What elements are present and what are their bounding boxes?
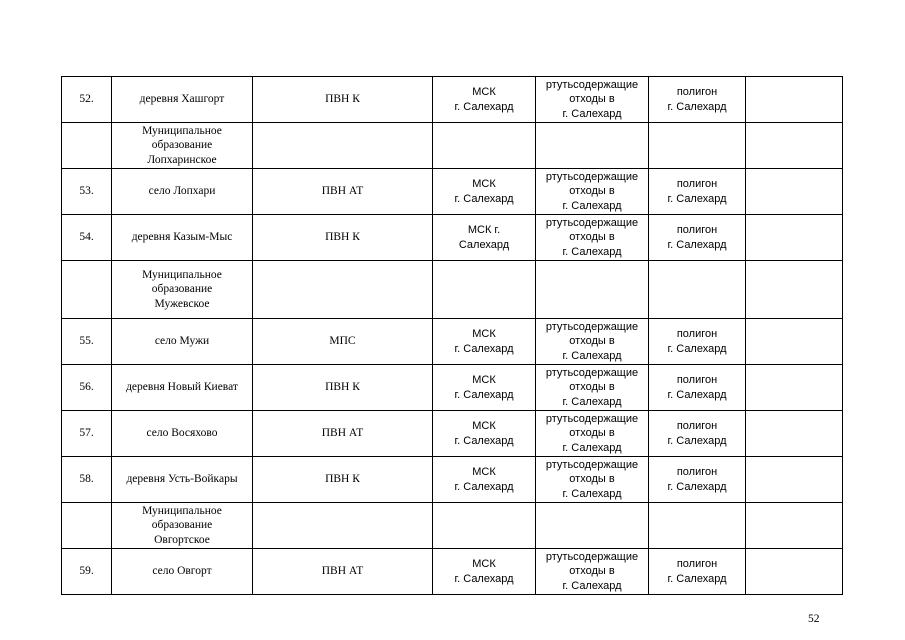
settlement-cell: [112, 215, 253, 261]
row-number-cell-text: 54.: [79, 231, 94, 244]
operator-cell: [433, 77, 536, 123]
table-row: [62, 549, 843, 595]
operator-cell: [433, 503, 536, 549]
point-type-cell: [253, 77, 433, 123]
row-number-cell: [62, 503, 112, 549]
row-number-cell: [62, 411, 112, 457]
operator-cell: [433, 365, 536, 411]
note-cell: [746, 77, 843, 123]
point-type-cell-text: ПВН АТ: [321, 185, 364, 198]
settlement-cell: [112, 503, 253, 549]
waste-type-cell-text: ртутьсодержащие отходы в г. Салехард: [545, 320, 639, 362]
destination-cell: [649, 549, 746, 595]
settlement-cell: [112, 549, 253, 595]
waste-type-cell: [536, 215, 649, 261]
operator-cell-text: МСК г. Салехард: [454, 328, 514, 355]
table-row: [62, 169, 843, 215]
settlement-cell: [112, 169, 253, 215]
destination-cell-text: полигон г. Салехард: [667, 328, 727, 355]
settlement-cell-text: деревня Казым-Мыс: [131, 231, 233, 244]
waste-type-cell: [536, 503, 649, 549]
note-cell: [746, 503, 843, 549]
note-cell: [746, 549, 843, 595]
table-row: [62, 215, 843, 261]
settlement-cell: [112, 319, 253, 365]
point-type-cell-text: ПВН К: [325, 473, 360, 486]
waste-type-cell-text: ртутьсодержащие отходы в г. Салехард: [545, 216, 639, 258]
waste-type-cell-text: ртутьсодержащие отходы в г. Салехард: [545, 458, 639, 500]
point-type-cell-text: ПВН К: [325, 381, 360, 394]
row-number-cell: [62, 215, 112, 261]
row-number-cell: [62, 549, 112, 595]
destination-cell-text: полигон г. Салехард: [667, 178, 727, 205]
table-row: [62, 457, 843, 503]
municipality-row: [62, 261, 843, 319]
note-cell: [746, 457, 843, 503]
destination-cell: [649, 261, 746, 319]
waste-collection-table: [61, 76, 843, 595]
table-row: [62, 411, 843, 457]
point-type-cell-text: МПС: [329, 335, 356, 348]
settlement-cell-text: Муниципальное образование Мужевское: [142, 268, 222, 310]
note-cell: [746, 215, 843, 261]
settlement-cell-text: село Мужи: [154, 335, 210, 348]
point-type-cell: [253, 503, 433, 549]
table-row: [62, 365, 843, 411]
settlement-cell-text: Муниципальное образование Лопхаринское: [142, 124, 222, 166]
operator-cell-text: МСК г. Салехард: [454, 86, 514, 113]
destination-cell-text: полигон г. Салехард: [667, 374, 727, 401]
point-type-cell: [253, 169, 433, 215]
settlement-cell: [112, 457, 253, 503]
destination-cell-text: полигон г. Салехард: [667, 86, 727, 113]
row-number-cell: [62, 123, 112, 169]
point-type-cell: [253, 457, 433, 503]
row-number-cell: [62, 77, 112, 123]
operator-cell: [433, 411, 536, 457]
row-number-cell-text: 52.: [79, 93, 94, 106]
point-type-cell-text: ПВН К: [325, 93, 360, 106]
destination-cell-text: полигон г. Салехард: [667, 466, 727, 493]
operator-cell-text: МСК г. Салехард: [454, 374, 514, 401]
destination-cell: [649, 169, 746, 215]
row-number-cell-text: 58.: [79, 473, 94, 486]
waste-type-cell-text: ртутьсодержащие отходы в г. Салехард: [545, 170, 639, 212]
waste-type-cell-text: ртутьсодержащие отходы в г. Салехард: [545, 412, 639, 454]
note-cell: [746, 123, 843, 169]
settlement-cell-text: деревня Хашгорт: [139, 93, 225, 106]
point-type-cell: [253, 365, 433, 411]
settlement-cell-text: село Восяхово: [146, 427, 218, 440]
waste-type-cell: [536, 169, 649, 215]
note-cell: [746, 169, 843, 215]
point-type-cell-text: ПВН АТ: [321, 565, 364, 578]
settlement-cell-text: село Овгорт: [152, 565, 212, 578]
municipality-row: [62, 123, 843, 169]
waste-type-cell-text: ртутьсодержащие отходы в г. Салехард: [545, 366, 639, 408]
destination-cell: [649, 365, 746, 411]
operator-cell: [433, 215, 536, 261]
waste-type-cell-text: ртутьсодержащие отходы в г. Салехард: [545, 78, 639, 120]
waste-type-cell: [536, 411, 649, 457]
point-type-cell: [253, 123, 433, 169]
settlement-cell: [112, 411, 253, 457]
waste-type-cell: [536, 549, 649, 595]
row-number-cell: [62, 365, 112, 411]
waste-type-cell: [536, 457, 649, 503]
waste-type-cell: [536, 319, 649, 365]
row-number-cell-text: 53.: [79, 185, 94, 198]
destination-cell: [649, 77, 746, 123]
destination-cell-text: полигон г. Салехард: [667, 558, 727, 585]
point-type-cell-text: ПВН К: [325, 231, 360, 244]
settlement-cell-text: деревня Новый Киеват: [126, 381, 238, 394]
operator-cell: [433, 169, 536, 215]
settlement-cell-text: село Лопхари: [148, 185, 216, 198]
operator-cell-text: МСК г. Салехард: [458, 224, 510, 251]
operator-cell: [433, 319, 536, 365]
operator-cell-text: МСК г. Салехард: [454, 178, 514, 205]
operator-cell: [433, 261, 536, 319]
row-number-cell: [62, 261, 112, 319]
operator-cell: [433, 457, 536, 503]
row-number-cell: [62, 457, 112, 503]
settlement-cell-text: Муниципальное образование Овгортское: [142, 504, 222, 546]
note-cell: [746, 319, 843, 365]
operator-cell-text: МСК г. Салехард: [454, 558, 514, 585]
point-type-cell-text: ПВН АТ: [321, 427, 364, 440]
destination-cell-text: полигон г. Салехард: [667, 224, 727, 251]
note-cell: [746, 411, 843, 457]
destination-cell: [649, 411, 746, 457]
destination-cell: [649, 215, 746, 261]
waste-type-cell-text: ртутьсодержащие отходы в г. Салехард: [545, 550, 639, 592]
point-type-cell: [253, 411, 433, 457]
page-number: 52: [808, 613, 820, 625]
waste-type-cell: [536, 123, 649, 169]
waste-type-cell: [536, 365, 649, 411]
point-type-cell: [253, 319, 433, 365]
operator-cell-text: МСК г. Салехард: [454, 420, 514, 447]
operator-cell: [433, 549, 536, 595]
destination-cell: [649, 503, 746, 549]
settlement-cell: [112, 261, 253, 319]
destination-cell: [649, 123, 746, 169]
row-number-cell-text: 57.: [79, 427, 94, 440]
settlement-cell: [112, 123, 253, 169]
note-cell: [746, 261, 843, 319]
row-number-cell-text: 56.: [79, 381, 94, 394]
settlement-cell: [112, 365, 253, 411]
waste-type-cell: [536, 77, 649, 123]
row-number-cell-text: 59.: [79, 565, 94, 578]
row-number-cell: [62, 169, 112, 215]
waste-type-cell: [536, 261, 649, 319]
point-type-cell: [253, 215, 433, 261]
table-row: [62, 319, 843, 365]
settlement-cell: [112, 77, 253, 123]
settlement-cell-text: деревня Усть-Войкары: [126, 473, 238, 486]
row-number-cell: [62, 319, 112, 365]
destination-cell: [649, 457, 746, 503]
destination-cell: [649, 319, 746, 365]
operator-cell: [433, 123, 536, 169]
municipality-row: [62, 503, 843, 549]
table-row: [62, 77, 843, 123]
operator-cell-text: МСК г. Салехард: [454, 466, 514, 493]
point-type-cell: [253, 549, 433, 595]
note-cell: [746, 365, 843, 411]
row-number-cell-text: 55.: [79, 335, 94, 348]
point-type-cell: [253, 261, 433, 319]
destination-cell-text: полигон г. Салехард: [667, 420, 727, 447]
table-body: [62, 77, 843, 595]
